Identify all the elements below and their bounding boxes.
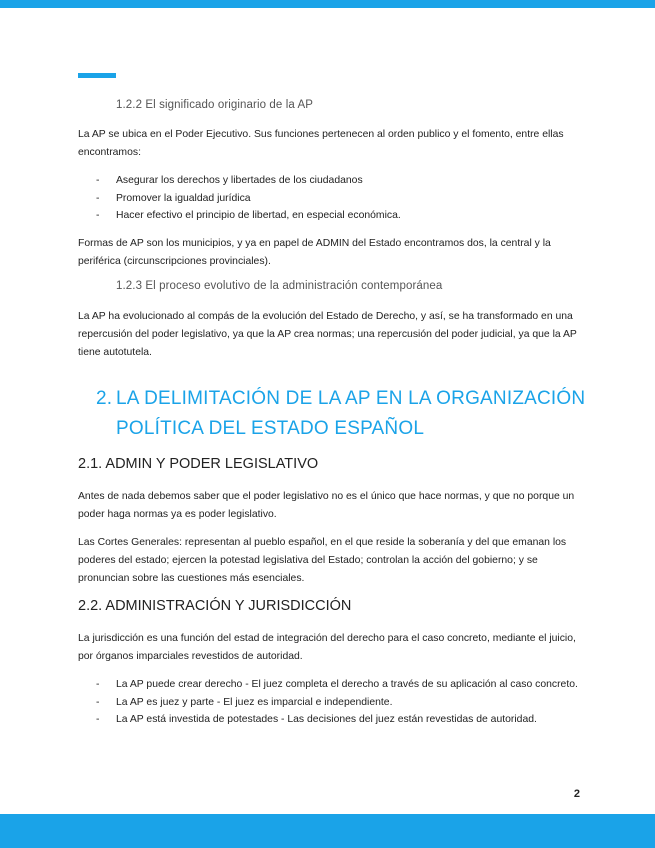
subheading-1-2-2: 1.2.2 El significado originario de la AP xyxy=(116,99,314,111)
dash-bullet: - xyxy=(96,175,100,186)
section-number: 2. xyxy=(96,388,113,409)
list-comparacion xyxy=(78,676,583,729)
dash-bullet: - xyxy=(96,696,100,708)
section-2-heading xyxy=(96,384,596,444)
heading-2-1: 2.1. ADMIN Y PODER LEGISLATIVO xyxy=(78,456,319,472)
dash-bullet: - xyxy=(96,210,100,221)
paragraph-jurisdiccion: La jurisdicción es una función del estad de integración del derecho para el caso concreto, mediante el juicio, por órganos imparciales revestidos de autoridad. xyxy=(78,633,576,662)
paragraph-antes-de-nada: Antes de nada debemos saber que el poder legislativo no es el único que hace normas, y que no porque un poder haga normas ya es poder legislativo. xyxy=(78,491,575,520)
subheading-1-2-3: 1.2.3 El proceso evolutivo de la administración contemporánea xyxy=(116,280,443,292)
list-item: - Asegurar los derechos y libertades de los ciudadanos xyxy=(78,172,583,190)
dash-bullet: - xyxy=(96,714,100,725)
top-accent-bar xyxy=(0,0,655,8)
paragraph-formas-ap: Formas de AP son los municipios, y ya en papel de ADMIN del Estado encontramos dos, la central y la periférica (circunscripciones provinciales). xyxy=(78,238,551,267)
bottom-accent-bar xyxy=(0,814,655,848)
page-number: 2 xyxy=(573,788,580,800)
list-item: - Hacer efectivo el principio de libertad, en especial económica. xyxy=(78,207,583,225)
list-item: - La AP está investida de potestades - Las decisiones del juez están revestidas de autoridad. xyxy=(78,711,583,729)
paragraph-ap-evolucion: La AP ha evolucionado al compás de la evolución del Estado de Derecho, y así, se ha transformado en una repercusión del poder legislativo, ya que la AP crea normas; una repercusión del poder judicial, ya que la AP tiene autotutela. xyxy=(78,311,577,358)
list-item: - La AP es juez y parte - El juez es imparcial e independiente. xyxy=(78,694,583,712)
section-title: LA DELIMITACIÓN DE LA AP EN LA ORGANIZACIÓN POLÍTICA DEL ESTADO ESPAÑOL xyxy=(116,388,586,439)
list-item: - La AP puede crear derecho - El juez completa el derecho a través de su aplicación al caso concreto. xyxy=(78,676,583,694)
paragraph-ap-ubica: La AP se ubica en el Poder Ejecutivo. Sus funciones pertenecen al orden publico y el fomento, entre ellas encontramos: xyxy=(78,129,564,158)
accent-dash xyxy=(78,73,116,78)
dash-bullet: - xyxy=(96,192,100,204)
paragraph-cortes-generales: Las Cortes Generales: representan al pueblo español, en el que reside la soberanía y del que emanan los poderes del estado; ejercen la potestad legislativa del Estado; controlan la acción del gobierno; y se pronuncian sobre las cuestiones más esenciales. xyxy=(78,537,567,584)
list-item: - Promover la igualdad jurídica xyxy=(78,190,583,208)
list-funciones xyxy=(78,172,583,225)
dash-bullet: - xyxy=(96,679,100,690)
heading-2-2: 2.2. ADMINISTRACIÓN Y JURISDICCIÓN xyxy=(78,598,352,614)
